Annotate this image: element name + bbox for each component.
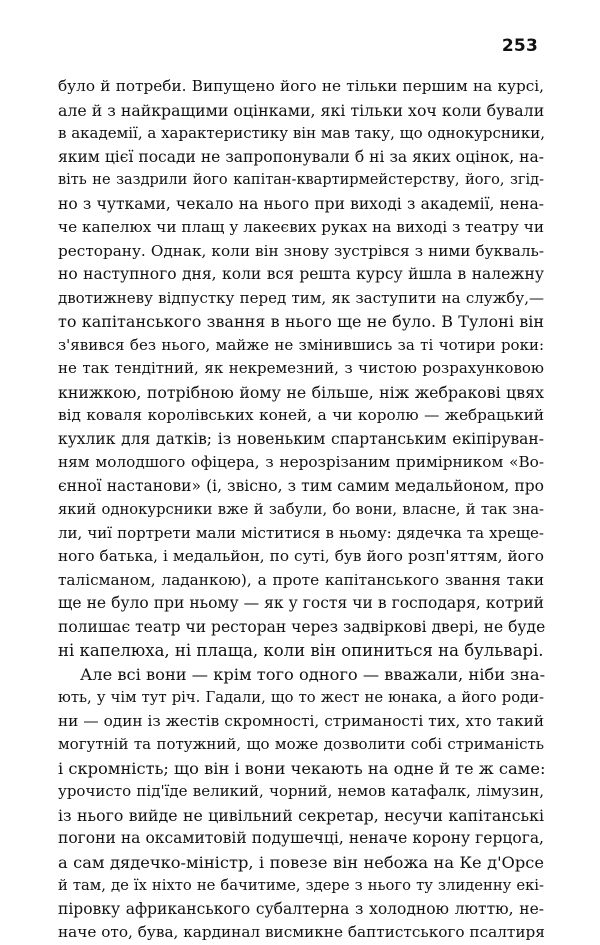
text-line: наче ото, бува, кардинал висмикне баптистського псалтиря [58,923,545,941]
text-line: єнної настанови» (і, звісно, з тим самим медальйоном, про [58,476,544,495]
text-line: ни — один із жестів скромності, стриманості тих, хто такий [58,711,544,730]
text-line: талісманом, ладанкою), а проте капітанського звання таки [58,570,544,589]
text-line: ням молодшого офіцера, з нерозрізаним примірником «Во- [58,453,544,471]
text-line: но з чутками, чекало на нього при виході з академії, нена- [58,194,544,213]
text-line: піровку африканського субалтерна з холодною люттю, не- [58,899,544,918]
text-line: но наступного дня, коли вся решта курсу йшла в належну [58,265,544,283]
text-line: то капітанського звання в нього ще не було. В Тулоні він [58,312,544,331]
text-line: а сам дядечко-міністр, і повезе він небожа на Ке д'Орсе [58,852,544,872]
text-line: двотижневу відпустку перед тим, як заступити на службу,— [58,288,544,307]
text-line: і скромність; що він і вони чекають на одне й те ж саме: [58,758,546,778]
text-line: але й з найкращими оцінками, які тільки хоч коли бували [58,100,545,120]
text-line: погони на оксамитовій подушечці, неначе корону герцога, [58,829,544,847]
text-line: який однокурсники вже й забули, бо вони, власне, й так зна- [58,501,544,518]
text-line: із нього вийде не цивільний секретар, несучи капітанські [58,805,544,825]
text-line: не так тендітний, як некремезний, з чистою розрахунковою [58,359,544,377]
text-line: було й потреби. Випущено його не тільки першим на курсі, [58,77,544,95]
text-line: віть не заздрили його капітан-квартирмейстерству, його, згід- [58,172,544,188]
page-number: 253 [501,36,538,56]
text-line: яким цієї посади не запропонували б ні за яких оцінок, на- [58,147,544,166]
text-line: могутній та потужний, що може дозволити собі стриманість [58,735,544,753]
text-line: й там, де їх ніхто не бачитиме, здере з нього ту злиденну екі- [58,877,544,894]
text-line: з'явився без нього, майже не змінившись за ті чотири роки: [58,335,544,354]
text-line: ще не було при ньому — як у гостя чи в господаря, котрий [58,594,544,612]
text-line: урочисто під'їде великий, чорний, немов катафалк, лімузин, [58,782,544,800]
text-line: від коваля королівських коней, а чи королю — жебрацький [58,406,544,424]
text-line: полишає театр чи ресторан через задвіркові двері, не буде [58,617,546,636]
text-line: ні капелюха, ні плаща, коли він опиниться на бульварі. [58,641,544,660]
text-line: ли, чиї портрети мали міститися в ньому: дядечка та хреще- [58,523,544,542]
text-line: Але всі вони — крім того одного — вважали, ніби зна- [80,664,546,684]
text-line: ного батька, і медальйон, по суті, був його розп'яттям, його [58,547,544,565]
text-line: кухлик для датків; із новеньким спартанським екіпіруван- [58,429,544,448]
body-text [58,75,544,945]
text-line: че капелюх чи плащ у лакеєвих руках на виході з театру чи [58,218,544,236]
text-line: книжкою, потрібною йому не більше, ніж жебракові цвях [58,382,544,402]
text-line: в академії, а характеристику він мав таку, що однокурсники, [58,124,546,142]
text-line: ють, у чім тут річ. Гадали, що то жест не юнака, а його роди- [58,689,544,706]
text-line: ресторану. Однак, коли він знову зустрівся з ними букваль- [58,241,544,260]
